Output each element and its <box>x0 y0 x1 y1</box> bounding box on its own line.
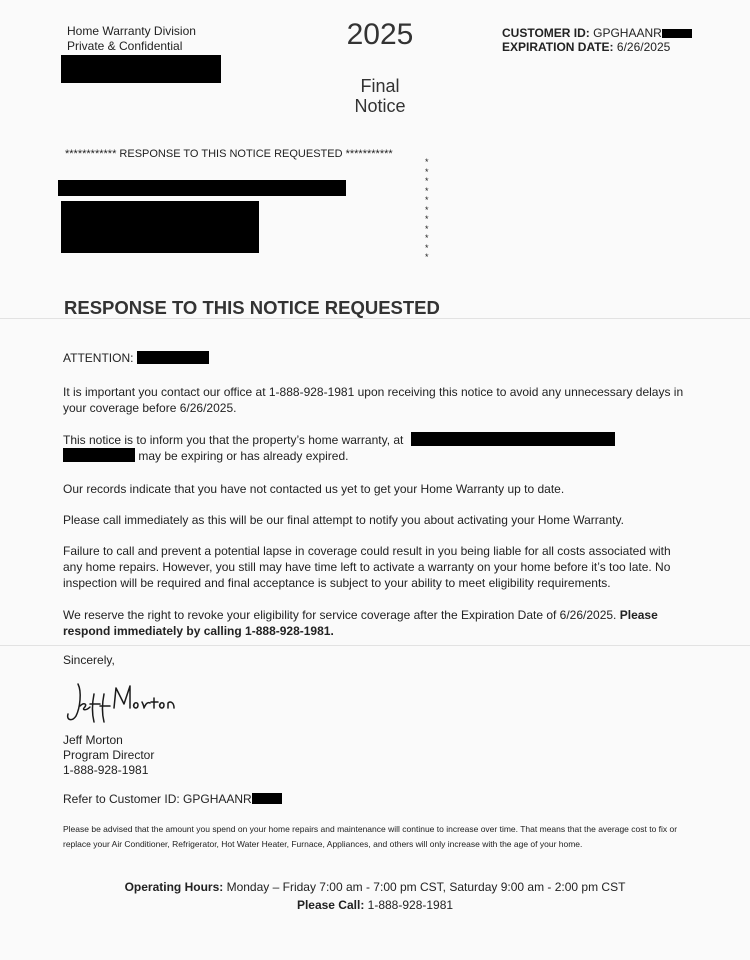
signer-title: Program Director <box>63 748 155 762</box>
paragraph-final-attempt: Please call immediately as this will be our final attempt to notify you about activating your Home Warranty. <box>63 513 624 527</box>
banner-star-column: * * * * * * * * * * * <box>425 157 429 262</box>
customer-info <box>502 26 692 54</box>
paragraph-revoke <box>63 607 693 639</box>
redacted-refer-suffix <box>252 793 282 804</box>
hours-label: Operating Hours: <box>124 880 224 894</box>
paragraph-property-end: may be expiring or has already expired. <box>138 449 349 463</box>
customer-id-value: GPGHAANR <box>593 26 662 40</box>
customer-id-label: CUSTOMER ID: <box>502 26 590 40</box>
call-line <box>0 897 750 913</box>
refer-line <box>63 791 693 807</box>
notice-type <box>330 76 430 116</box>
signer-phone: 1-888-928-1981 <box>63 763 149 777</box>
notice-year: 2025 <box>346 18 414 51</box>
footer-disclaimer: Please be advised that the amount you spend on your home repairs and maintenance will continue to increase over time. That means that the average cost to fix or replace your Air Conditioner, Refrigerator, Hot Water Heater, Furnace, Appliances, and others will only increase with the age of your home. <box>63 824 678 849</box>
sender-block <box>67 24 196 54</box>
paragraph-records: Our records indicate that you have not contacted us yet to get your Home Warranty up to date. <box>63 482 565 496</box>
signer-name: Jeff Morton <box>63 733 123 747</box>
paper-fold-line <box>0 645 750 646</box>
response-banner: ************ RESPONSE TO THIS NOTICE REQUESTED *********** <box>65 148 393 160</box>
hours-value: Monday – Friday 7:00 am - 7:00 pm CST, Saturday 9:00 am - 2:00 pm CST <box>226 880 626 894</box>
redacted-attention-name <box>137 351 209 364</box>
division-name: Home Warranty Division <box>67 24 196 38</box>
call-value: 1-888-928-1981 <box>367 898 454 912</box>
refer-value: GPGHAANR <box>183 792 252 806</box>
paragraph-liability: Failure to call and prevent a potential lapse in coverage could result in you being liable for all costs associated with any home repairs. However, you still may have time left to activate a warranty on your home before it’s too late. No inspection will be required and final acceptance is subject to your ability to meet eligibility requirements. <box>63 544 671 590</box>
notice-type-line1: Final <box>360 76 400 96</box>
redacted-name <box>61 55 221 83</box>
section-heading: RESPONSE TO THIS NOTICE REQUESTED <box>64 297 440 318</box>
attention-label: ATTENTION: <box>63 351 134 365</box>
paragraph-revoke-text: We reserve the right to revoke your eligibility for service coverage after the Expiration Date of 6/26/2025. <box>63 608 617 622</box>
paragraph-property <box>63 432 693 464</box>
attention-line <box>63 350 693 366</box>
expiration-value: 6/26/2025 <box>616 40 671 54</box>
notice-type-line2: Notice <box>354 96 406 116</box>
expiration-label: EXPIRATION DATE: <box>502 40 614 54</box>
redacted-id-suffix <box>662 29 692 38</box>
confidential-label: Private & Confidential <box>67 39 183 53</box>
redacted-property-city <box>63 448 135 462</box>
refer-label: Refer to Customer ID: <box>63 792 180 806</box>
expiration-row <box>502 40 692 54</box>
closing: Sincerely, <box>63 653 115 667</box>
redacted-address-line <box>58 180 346 196</box>
redacted-property-address <box>411 432 615 446</box>
call-label: Please Call: <box>296 898 365 912</box>
paragraph-revoke-call: Please respond immediately by calling 1-888-928-1981. <box>63 608 658 638</box>
redacted-address-block <box>61 201 259 253</box>
paragraph-contact: It is important you contact our office at 1-888-928-1981 upon receiving this notice to avoid any unnecessary delays in your coverage before 6/26/2025. <box>63 385 684 415</box>
paragraph-property-intro: This notice is to inform you that the property’s home warranty, at <box>63 433 404 447</box>
handwritten-signature <box>64 678 184 728</box>
operating-hours <box>0 879 750 895</box>
customer-id-row <box>502 26 692 40</box>
signer-block <box>63 733 693 778</box>
